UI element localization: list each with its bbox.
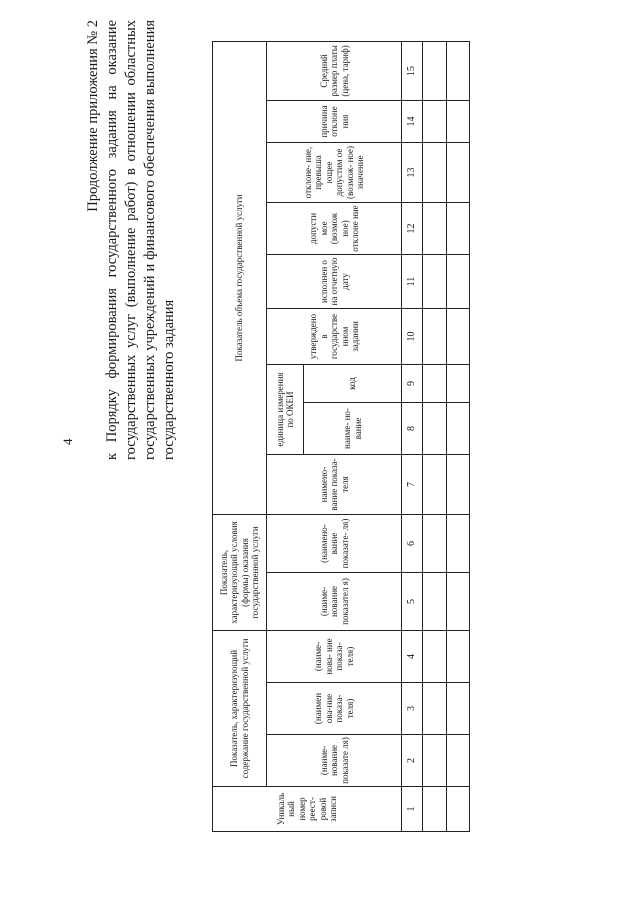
column-number: 3: [402, 683, 423, 735]
executed-header: исполнен о на отчетную дату: [267, 255, 402, 309]
column-number: 2: [402, 735, 423, 787]
appendix-reference: к Порядку формирования государственного задания на оказание государственных услуг (выполнение работ) в отношении областных государственных учреждений и финансового обеспечения выполнения государственного задания: [104, 20, 177, 460]
column-number: 10: [402, 309, 423, 365]
volume-indicator-header: Показатель объема государственной услуги: [213, 41, 267, 514]
column-number: 1: [402, 787, 423, 832]
conditions-col-1-header: (наиме- нование показател я): [267, 573, 402, 631]
content-indicator-header: Показатель, характеризующий содержание государственной услуги: [213, 631, 267, 787]
column-number: 14: [402, 101, 423, 143]
appendix-continuation: Продолжение приложения № 2: [85, 20, 101, 212]
conditions-col-2-header: (наимено- вание показате- ля): [267, 515, 402, 573]
column-number: 7: [402, 455, 423, 515]
approved-header: утверждено в государстве нном задании: [267, 309, 402, 365]
column-number: 6: [402, 515, 423, 573]
okei-unit-header: единица измерения по ОКЕИ: [267, 365, 304, 455]
empty-row: [446, 41, 469, 831]
document-heading: [84, 20, 179, 460]
column-number: 13: [402, 143, 423, 203]
page-number: 4: [60, 438, 75, 445]
allowed-deviation-header: допусти мое (возмож ное) отклоне ние: [267, 203, 402, 255]
column-number: 8: [402, 403, 423, 455]
average-fee-header: Средний размер платы (цена, тариф): [267, 41, 402, 100]
content-col-2-header: (наимен ова-ние показа- теля): [267, 683, 402, 735]
column-number: 4: [402, 631, 423, 683]
okei-name-header: наиме- но- вание: [303, 403, 402, 455]
column-number: 12: [402, 203, 423, 255]
column-number: 9: [402, 365, 423, 403]
content-col-3-header: (наиме- нова- ние показа- теля): [267, 631, 402, 683]
registry-number-header: Уникаль ный номер реест- ровой записи: [213, 787, 402, 832]
deviation-reason-header: причина отклоне ния: [267, 101, 402, 143]
column-number: 11: [402, 255, 423, 309]
okei-code-header: код: [303, 365, 402, 403]
empty-row: [423, 41, 446, 831]
column-number: 15: [402, 41, 423, 100]
conditions-indicator-header: Показатель, характеризующий условия (формы) оказания государственной услуги: [213, 515, 267, 631]
service-volume-table: [212, 42, 470, 832]
column-number: 5: [402, 573, 423, 631]
volume-name-header: наимено- вание показа- теля: [267, 455, 402, 515]
exceeding-deviation-header: отклоне- ние, превыша ющее допустим ое (возмож- ное) значение: [267, 143, 402, 203]
content-col-1-header: (наиме- нование показате ля): [267, 735, 402, 787]
